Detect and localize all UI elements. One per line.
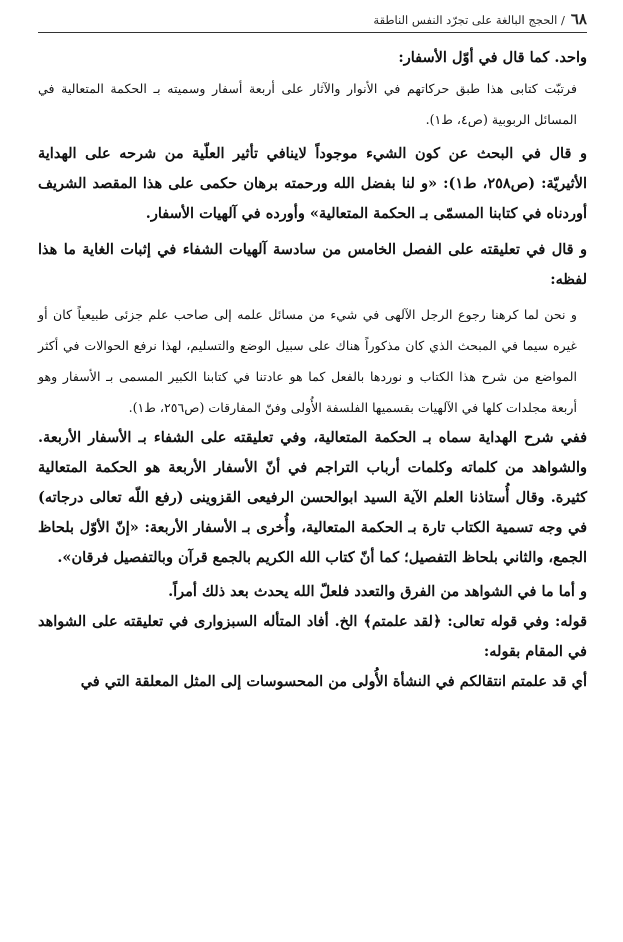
page-number: ٦٨ — [570, 10, 587, 28]
quote-shifa-annotation: و نحن لما كرهنا رجوع الرجل الآلهى في شيء من مسائل علمه إلى صاحب علم جزئى طبيعياً كان أو غيره سيما في المبحث الذي كان مذكوراً هناك على سبيل الوضع والتسليم، لهذا نرفع الحوالات في أكثر المواضع من شرح هذا الكتاب و نوردها بالفعل كما هو عادتنا في كتابنا الكبير المسمى بـ الأسفار وهو أربعة مجلدات كلها في الآلهيات بقسميها الفلسفة الأُولى وفنّ المفارقات (ص٢٥٦، ط١). — [38, 307, 577, 415]
running-header — [38, 10, 587, 33]
paragraph-shifa-annotation: و قال في تعليقته على الفصل الخامس من سادسة آلهيات الشفاء في إثبات الغاية ما هذا لفظه: — [38, 241, 587, 288]
paragraph-hidaya-commentary: و قال في البحث عن كون الشيء موجوداً لاينافي تأثير العلّية من شرحه على الهداية الأثيريّة: (ص٢٥٨، ط١): «و لنا بفضل الله ورحمته برهان حكمى على هذا المقصد الشريف أوردناه في كتابنا المسمّى بـ الحكمة المتعالية» وأورده في آلهيات الأسفار. — [38, 145, 588, 222]
paragraph-naming-discussion: ففي شرح الهداية سماه بـ الحكمة المتعالية، وفي تعليقته على الشفاء بـ الأسفار الأربعة. والشواهد من كلماته وكلمات أرباب التراجم في أنّ الأسفار الأربعة هو الحكمة المتعالية كثيرة. وقال أُستاذنا العلم الآية السيد ابوالحسن الرفيعى القزوينى (رفع اللّه تعالى درجاته) في وجه تسمية الكتاب تارة بـ الحكمة المتعالية، وأُخرى بـ الأسفار الأربعة: «إنّ الأوّل بلحاظ الجمع، والثاني بلحاظ التفصيل؛ كما أنّ كتاب الله الكريم بالجمع قرآن وبالتفصيل فرقان». — [38, 429, 587, 566]
paragraph-shawahid-difference: و أما ما في الشواهد من الفرق والتعدد فلعلّ الله يحدث بعد ذلك أمراً. — [168, 583, 587, 600]
paragraph-sabzawari-note: قوله: وفي قوله تعالى: ﴿لقد علمتم﴾ الخ. أفاد المتأله السبزوارى في تعليقته على الشواهد في المقام بقوله: — [38, 613, 587, 660]
body-text — [38, 43, 587, 697]
paragraph-intro: واحد. كما قال في أوّل الأسفار: — [398, 49, 587, 66]
paragraph-continuation: أي قد علمتم انتقالكم في النشأة الأُولى من المحسوسات إلى المثل المعلقة التي في — [80, 673, 587, 690]
quote-asfar-naming: فرتبّت كتابى هذا طبق حركاتهم في الأنوار والآثار على أربعة أسفار وسميته بـ الحكمة المتعالية في المسائل الربوبية (ص٤، ط١). — [38, 81, 577, 127]
running-title: / الحجج البالغة على تجرّد النفس الناطقة — [373, 13, 565, 27]
